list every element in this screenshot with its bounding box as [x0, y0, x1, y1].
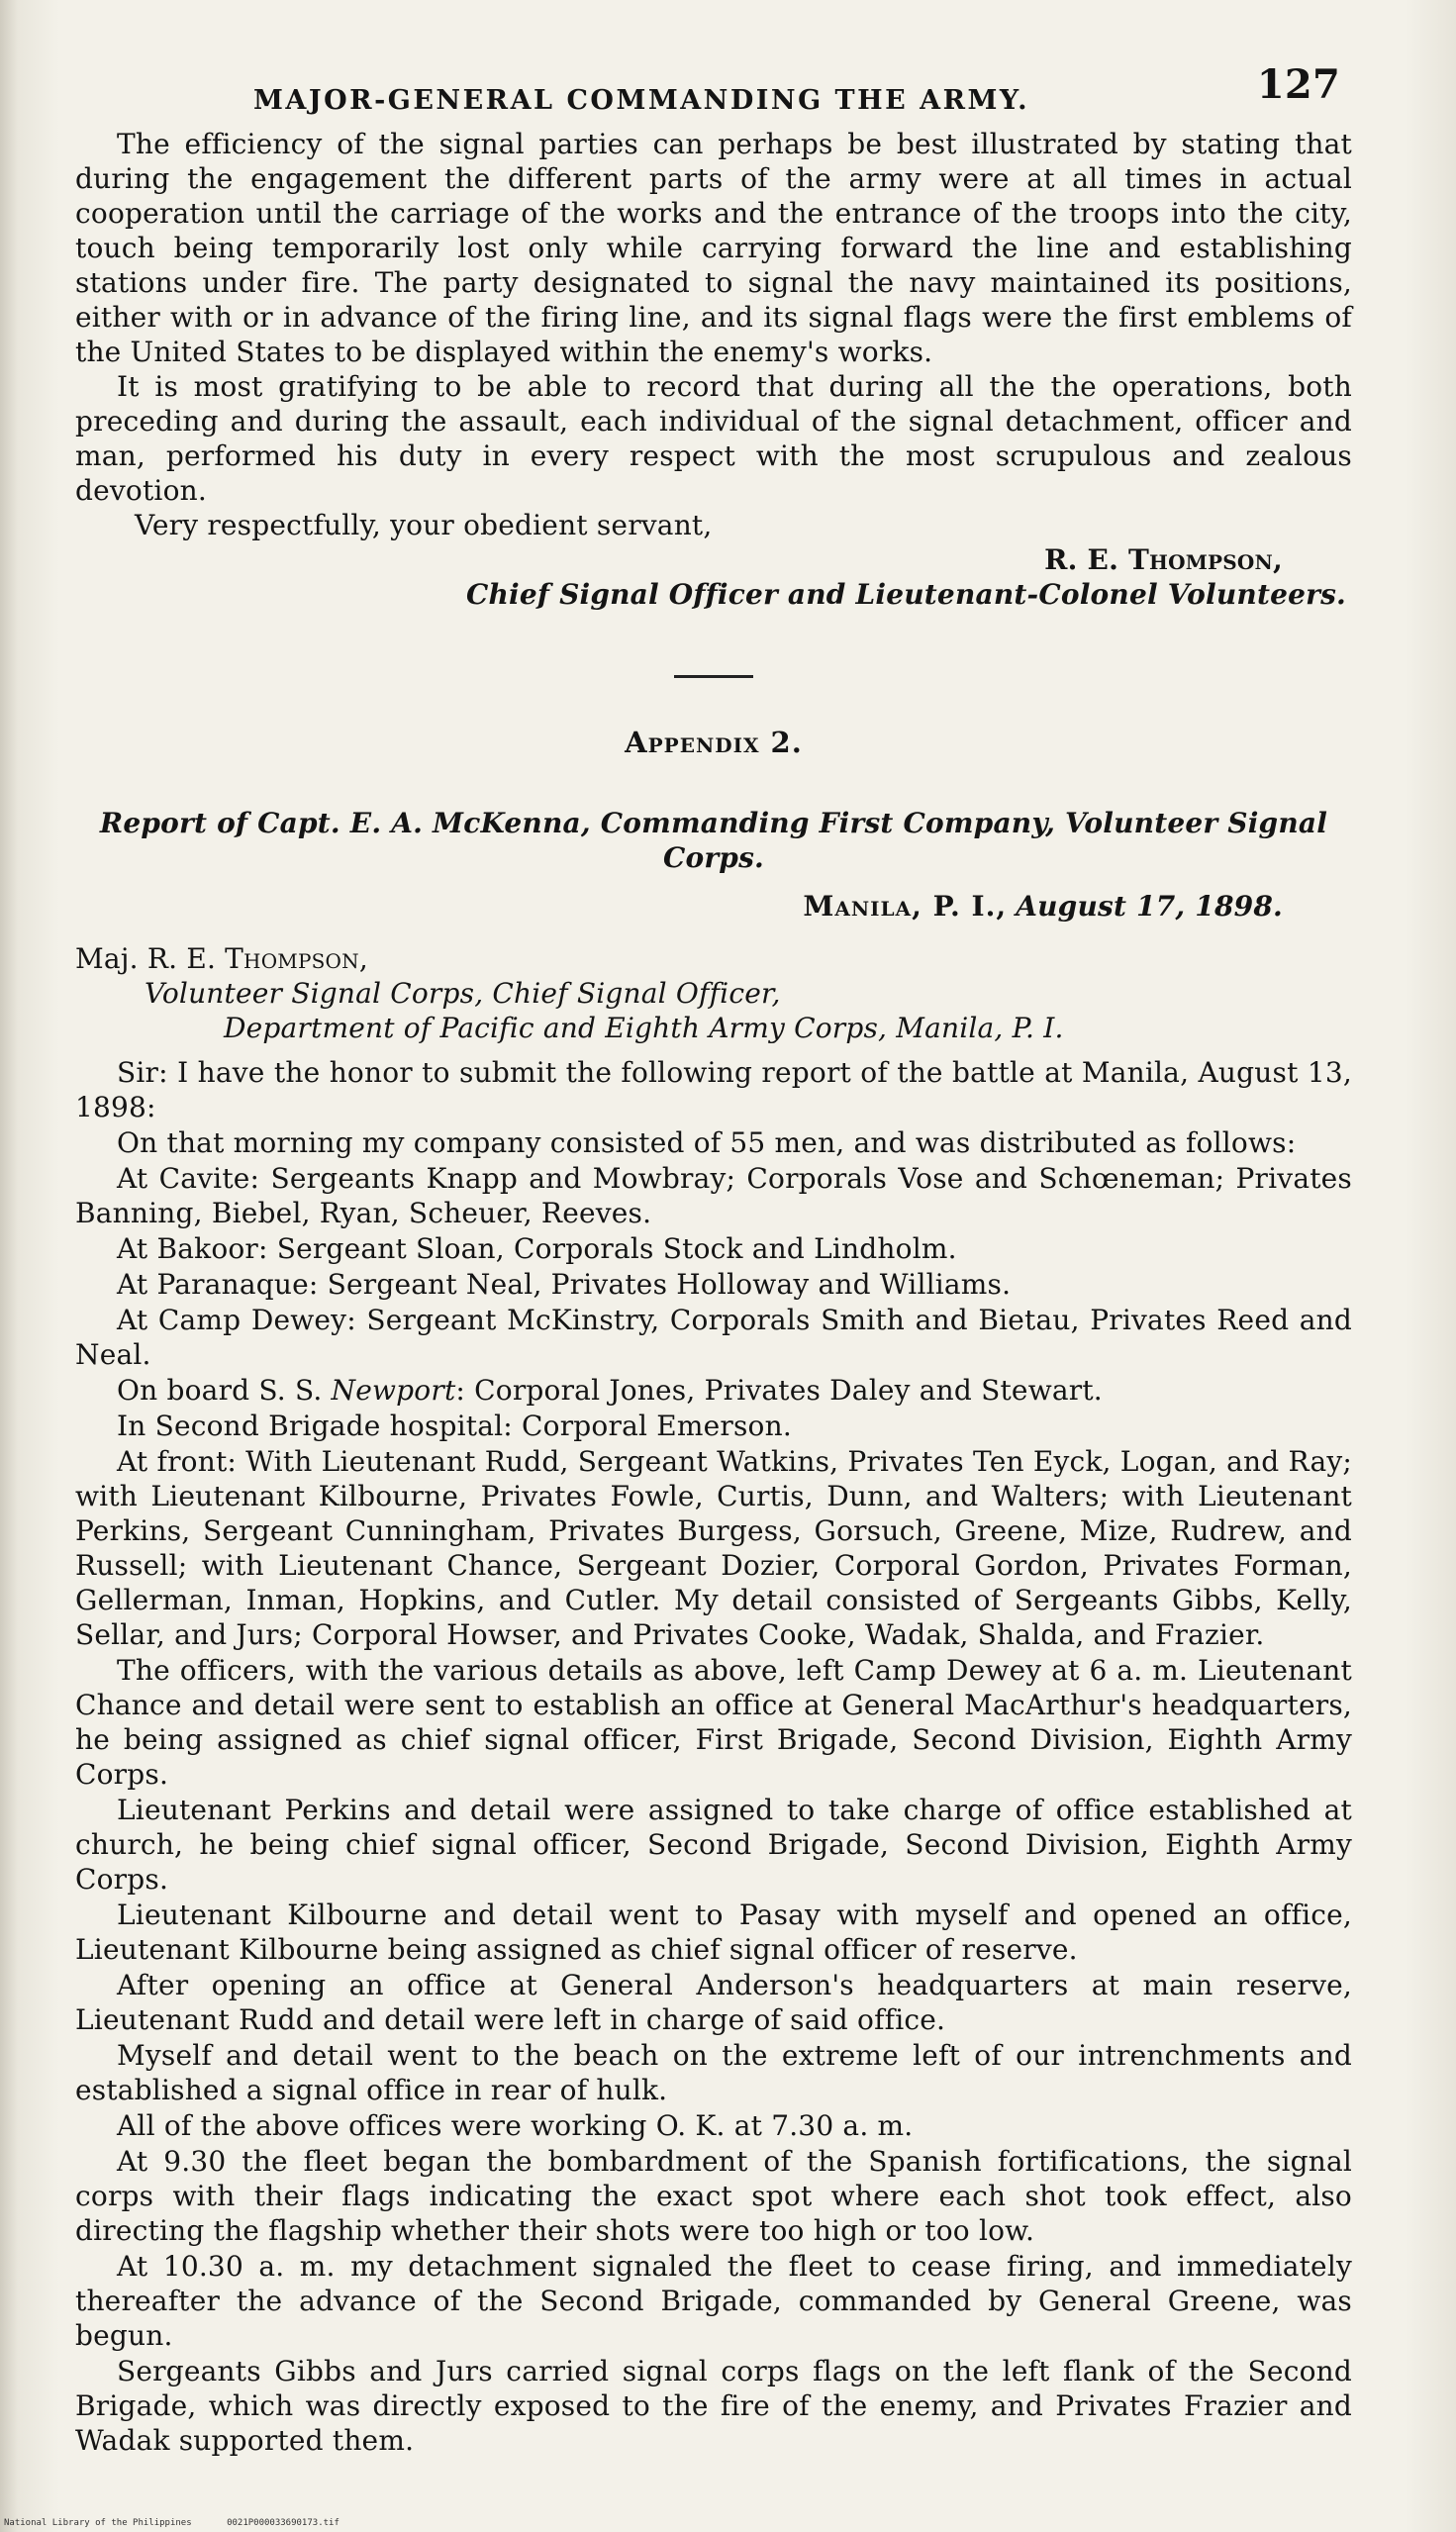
report-paragraph: At Camp Dewey: Sergeant McKinstry, Corporals Smith and Bietau, Privates Reed and Neal. [75, 1304, 1352, 1371]
appendix-heading: Appendix 2. [625, 726, 803, 759]
report-paragraph: All of the above offices were working O. K. at 7.30 a. m. [117, 2109, 914, 2142]
signature-title: Chief Signal Officer and Lieutenant-Colonel Volunteers. [465, 578, 1346, 611]
report-paragraph: At 9.30 the fleet began the bombardment of the Spanish fortifications, the signal corps with their flags indicating the exact spot where each shot took effect, also directing the flagship whether their shots were too high or too low. [75, 2145, 1352, 2247]
report-paragraph: On that morning my company consisted of 55 men, and was distributed as follows: [117, 1126, 1297, 1159]
addressee-line-3: Department of Pacific and Eighth Army Corps, Manila, P. I. [224, 1012, 1064, 1044]
addressee-name: R. E. Thompson, [146, 942, 368, 975]
closing-line: Very respectfully, your obedient servant, [135, 509, 713, 541]
addressee-prefix: Maj. [75, 942, 147, 975]
intro-paragraph-2: It is most gratifying to be able to record that during all the the operations, both preceding and during the assault, each individual of the signal detachment, officer and man, performed his duty in every respect with the most scrupulous and zealous devotion. [75, 370, 1352, 507]
report-paragraph: Myself and detail went to the beach on the extreme left of our intrenchments and established a signal office in rear of hulk. [75, 2039, 1352, 2106]
addressee-line-2: Volunteer Signal Corps, Chief Signal Officer, [145, 977, 781, 1010]
report-paragraph: At 10.30 a. m. my detachment signaled the fleet to cease firing, and immediately thereafter the advance of the Second Brigade, commanded by General Greene, was begun. [75, 2250, 1352, 2352]
report-paragraph: Lieutenant Perkins and detail were assigned to take charge of office established at church, he being chief signal officer, Second Brigade, Second Division, Eighth Army Corps. [75, 1794, 1352, 1896]
report-body [75, 1055, 1352, 2458]
report-paragraph: Sergeants Gibbs and Jurs carried signal corps flags on the left flank of the Second Brigade, which was directly exposed to the fire of the enemy, and Privates Frazier and Wadak supported them. [75, 2355, 1352, 2457]
addressee-block [75, 941, 1352, 1045]
section-divider [674, 675, 753, 678]
footer-library: National Library of the Philippines [4, 2518, 192, 2528]
report-paragraph: After opening an office at General Anderson's headquarters at main reserve, Lieutenant Rudd and detail were left in charge of said office. [75, 1969, 1352, 2036]
page-text [75, 55, 1352, 2459]
report-paragraph: The officers, with the various details as above, left Camp Dewey at 6 a. m. Lieutenant Chance and detail were sent to establish an office at General MacArthur's headquarters, he being assigned as chief signal officer, First Brigade, Second Division, Eighth Army Corps. [75, 1654, 1352, 1791]
report-paragraph: In Second Brigade hospital: Corporal Emerson. [117, 1410, 792, 1442]
intro-paragraph-1: The efficiency of the signal parties can perhaps be best illustrated by stating that during the engagement the different parts of the army were at all times in actual cooperation until the carriage of the works and the entrance of the troops into the city, touch being temporarily lost only while carrying forward the line and establishing stations under fire. The party designated to signal the navy maintained its positions, either with or in advance of the firing line, and its signal flags were the first emblems of the United States to be displayed within the enemy's works. [75, 128, 1352, 368]
ship-name: Newport [331, 1374, 456, 1407]
page-number: 127 [1256, 61, 1340, 108]
page-header [75, 55, 1352, 127]
report-paragraph-newport [75, 1373, 1352, 1408]
report-paragraph: At front: With Lieutenant Rudd, Sergeant Watkins, Privates Ten Eyck, Logan, and Ray; with Lieutenant Kilbourne, Privates Fowle, Curtis, Dunn, and Walters; with Lieutenant Perkins, Sergeant Cunningham, Privates Burgess, Gorsuch, Greene, Mize, Rudrew, and Russell; with Lieutenant Chance, Sergeant Dozier, Corporal Gordon, Privates Forman, Gellerman, Inman, Hopkins, and Cutler. My detail consisted of Sergeants Gibbs, Kelly, Sellar, and Jurs; Corporal Howser, and Privates Cooke, Wadak, Shalda, and Frazier. [75, 1445, 1352, 1651]
report-paragraph: Lieutenant Kilbourne and detail went to Pasay with myself and opened an office, Lieutenant Kilbourne being assigned as chief signal officer of reserve. [75, 1899, 1352, 1966]
newport-before: On board S. S. [117, 1374, 332, 1407]
dateline-place: Manila, P. I., [803, 890, 1008, 923]
scan-footer [4, 2518, 369, 2528]
report-paragraph: At Paranaque: Sergeant Neal, Privates Holloway and Williams. [117, 1268, 1012, 1301]
report-title: Report of Capt. E. A. McKenna, Commanding First Company, Volunteer Signal Corps. [99, 807, 1328, 874]
report-paragraph: At Bakoor: Sergeant Sloan, Corporals Stock and Lindholm. [117, 1232, 957, 1265]
newport-after: : Corporal Jones, Privates Daley and Stewart. [455, 1374, 1103, 1407]
footer-filename: 0021P000033690173.tif [227, 2518, 340, 2528]
running-head: MAJOR-GENERAL COMMANDING THE ARMY. [253, 85, 1030, 116]
salutation: Sir: I have the honor to submit the following report of the battle at Manila, August 13, 1898: [75, 1056, 1352, 1123]
dateline [75, 889, 1352, 924]
signature-name: R. E. Thompson, [1044, 543, 1283, 576]
dateline-date: August 17, 1898. [1016, 890, 1283, 923]
report-paragraph: At Cavite: Sergeants Knapp and Mowbray; Corporals Vose and Schœneman; Privates Banning, Biebel, Ryan, Scheuer, Reeves. [75, 1162, 1352, 1229]
addressee-line-1 [75, 941, 1352, 976]
